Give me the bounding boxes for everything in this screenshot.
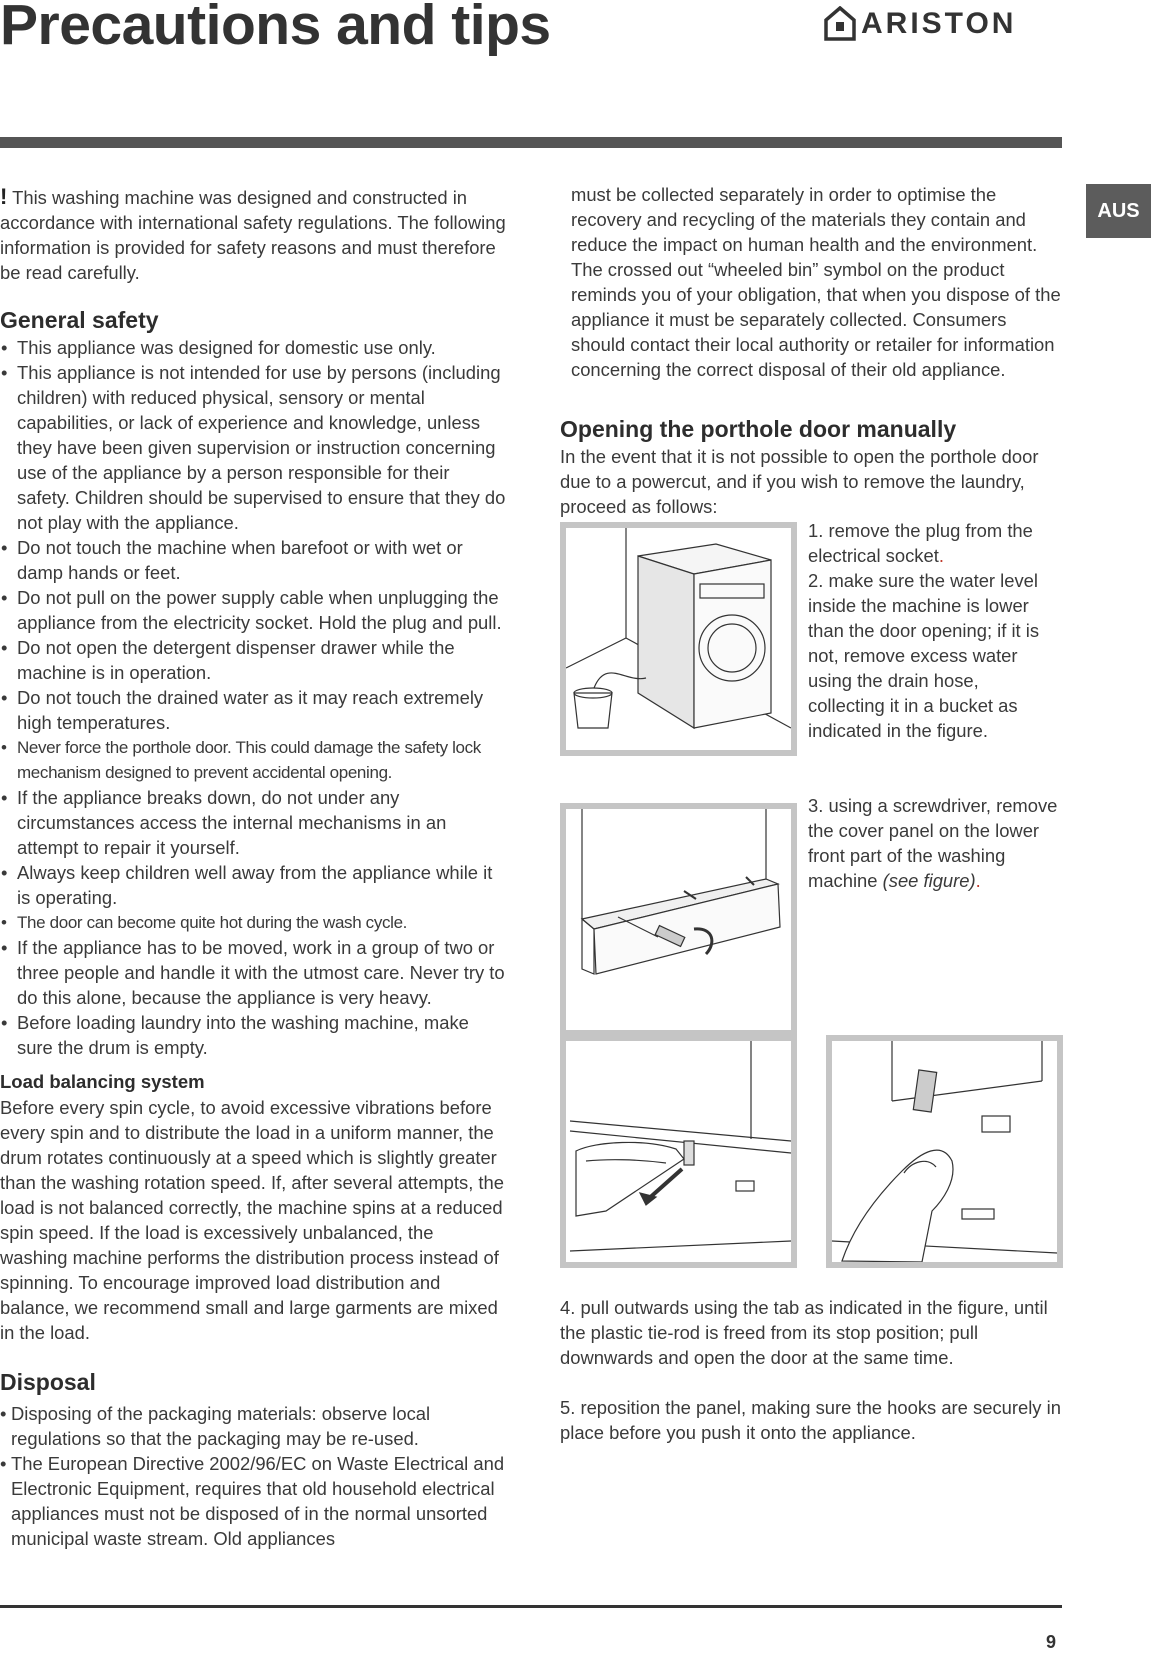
screwdriver-panel-illustration — [566, 809, 791, 1030]
page-number: 9 — [1046, 1632, 1057, 1652]
figure-drain-hose — [560, 522, 797, 756]
list-item: • Do not touch the machine when barefoot or with wet or damp hands or feet. — [0, 535, 506, 585]
list-item: • The European Directive 2002/96/EC on Waste Electrical and Electronic Equipment, requires that old household electrical appliances must not be disposed of in the normal unsorted municipal waste stream. Old appliances — [0, 1451, 506, 1551]
intro-paragraph — [0, 184, 506, 285]
disposal-continued-text: must be collected separately in order to optimise the recovery and recycling of the materials they contain and reduce the impact on human health and the environment. The crossed out “wheeled bin” symbol on the product reminds you of your obligation, that when you dispose of the appliance it must be separately collected. Consumers should contact their local authority or retailer for information concerning the correct disposal of their old appliance. — [571, 184, 1061, 380]
step-1-text: 1. remove the plug from the electrical socket — [808, 520, 1033, 566]
step-2: 2. make sure the water level inside the machine is lower than the door opening; if it is not, remove excess water using the drain hose, collecting it in a bucket as indicated in the figure. — [808, 570, 1040, 741]
list-item: • Do not open the detergent dispenser drawer while the machine is in operation. — [0, 635, 506, 685]
list-item: • If the appliance has to be moved, work in a group of two or three people and handle it with the utmost care. Never try to do this alone, because the appliance is very heavy. — [0, 935, 506, 1010]
brand-name: ARISTON — [861, 7, 1017, 40]
left-column — [0, 184, 506, 1551]
step-3 — [808, 793, 1058, 893]
washing-machine-drain-illustration — [566, 528, 791, 750]
hand-tab-illustration — [832, 1041, 1057, 1262]
general-safety-list — [0, 335, 506, 1060]
list-item: • This appliance is not intended for use by persons (including children) with reduced physical, sensory or mental capabilities, or lack of experience and knowledge, unless they have been given supervision or instruction concerning use of the appliance by a person responsible for their safety. Children should be supervised to ensure that they do not play with the appliance. — [0, 360, 506, 535]
list-item: • If the appliance breaks down, do not under any circumstances access the internal mechanisms in an attempt to repair it yourself. — [0, 785, 506, 860]
warning-mark: ! — [0, 184, 8, 209]
step-3-text: 3. using a screwdriver, remove the cover panel on the lower front part of the washing machine — [808, 795, 1058, 891]
list-item: • This appliance was designed for domestic use only. — [0, 335, 506, 360]
step-5: 5. reposition the panel, making sure the hooks are securely in place before you push it onto the appliance. — [560, 1397, 1061, 1443]
load-balancing-text: Before every spin cycle, to avoid excessive vibrations before every spin and to distribute the load in a uniform manner, the drum rotates continuously at a speed which is slightly greater than the washing rotation speed. If, after several attempts, the load is not balanced correctly, the machine spins at a reduced spin speed. If the load is excessively unbalanced, the washing machine performs the distribution process instead of spinning. To encourage improved load distribution and balance, we recommend small and large garments are mixed in the load. — [0, 1097, 504, 1343]
figure-screwdriver — [560, 803, 797, 1036]
disposal-heading: Disposal — [0, 1369, 96, 1395]
porthole-intro: In the event that it is not possible to open the porthole door due to a powercut, and if you wish to remove the laundry, proceed as follows: — [560, 446, 1039, 517]
step-1 — [808, 518, 1058, 568]
footer-rule — [0, 1605, 1062, 1608]
list-item: • Do not pull on the power supply cable when unplugging the appliance from the electricity socket. Hold the plug and pull. — [0, 585, 506, 635]
list-item: • Always keep children well away from the appliance while it is operating. — [0, 860, 506, 910]
load-balancing-heading: Load balancing system — [0, 1071, 205, 1092]
figure-pull-tab — [560, 1035, 797, 1268]
figure-hand-tab — [826, 1035, 1063, 1268]
disposal-continued — [571, 182, 1061, 382]
intro-text: This washing machine was designed and constructed in accordance with international safety regulations. The following information is provided for safety reasons and must therefore be read carefully. — [0, 187, 506, 283]
porthole-heading: Opening the porthole door manually — [560, 416, 957, 442]
page-title: Precautions and tips — [0, 0, 551, 57]
list-item: • The door can become quite hot during the wash cycle. — [0, 910, 506, 935]
pull-tab-illustration — [566, 1041, 791, 1262]
list-item: • Before loading laundry into the washing machine, make sure the drum is empty. — [0, 1010, 506, 1060]
porthole-section — [560, 414, 1060, 519]
house-logo-icon — [823, 6, 857, 42]
region-tag: AUS — [1086, 184, 1151, 238]
header-rule — [0, 137, 1062, 148]
disposal-list — [0, 1401, 506, 1551]
step-4: 4. pull outwards using the tab as indicated in the figure, until the plastic tie-rod is freed from its stop position; pull downwards and open the door at the same time. — [560, 1297, 1048, 1368]
brand-logo — [823, 6, 1016, 42]
step-1-dot: . — [938, 545, 944, 566]
step-3-dot: . — [975, 870, 981, 891]
general-safety-heading: General safety — [0, 307, 159, 333]
step-3-figure-ref: (see figure) — [882, 870, 976, 891]
list-item: • Never force the porthole door. This could damage the safety lock mechanism designed to prevent accidental opening. — [0, 735, 506, 785]
list-item: • Disposing of the packaging materials: observe local regulations so that the packaging may be re-used. — [0, 1401, 506, 1451]
list-item: • Do not touch the drained water as it may reach extremely high temperatures. — [0, 685, 506, 735]
